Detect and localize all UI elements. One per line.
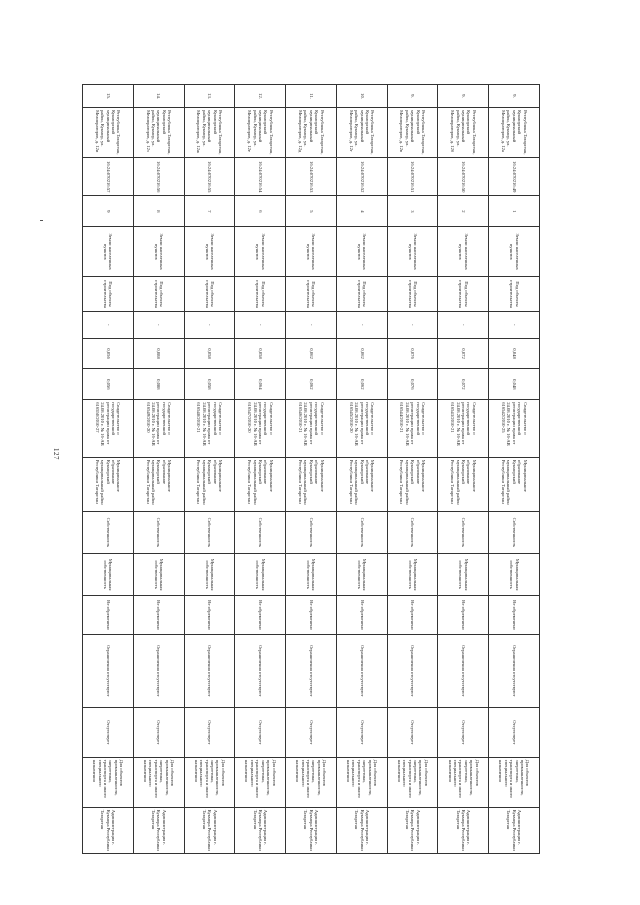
cell-num: 11. xyxy=(286,85,337,108)
cell-use: Под объекты строительства xyxy=(83,277,134,312)
cell-other: - xyxy=(336,311,387,338)
cell-holder: Муниципальное образование Кукморский муниципальный район Республики Татарстан xyxy=(438,457,489,511)
cell-reg-no: 2 xyxy=(438,196,489,227)
cell-purpose: Для объектов промышленности, энергетики, транспорта и иного специального назначения xyxy=(286,757,337,807)
cell-cadastral: 16:24:070216:54 xyxy=(235,158,286,196)
cell-form: Муниципальная собственность xyxy=(286,554,337,596)
cell-use: Под объекты строительства xyxy=(133,277,184,312)
cell-right: Собственность xyxy=(235,511,286,553)
cell-basis: Свидетельство о государственной регистрации права от 24.08.2010 г. № 16-АВ 616546/2010-21 xyxy=(286,400,337,458)
table-row xyxy=(133,85,184,854)
cell-area2: 0,062 xyxy=(336,369,387,400)
cell-status: Отсутствует xyxy=(387,707,438,757)
cell-holder: Муниципальное образование Кукморский муниципальный район Республики Татарстан xyxy=(489,457,540,511)
cell-holder: Муниципальное образование Кукморский муниципальный район Республики Татарстан xyxy=(184,457,235,511)
cell-holder: Муниципальное образование Кукморский муниципальный район Республики Татарстан xyxy=(235,457,286,511)
cell-reg-no: 7 xyxy=(184,196,235,227)
cell-use: Под объекты строительства xyxy=(438,277,489,312)
cell-restrictions: Ограничения отсутствуют xyxy=(184,634,235,707)
cell-status: Отсутствует xyxy=(336,707,387,757)
cell-form: Муниципальная собственность xyxy=(83,554,134,596)
cell-area1: 0,048 xyxy=(489,338,540,369)
page-number: 127 xyxy=(52,448,60,460)
cell-encumbrance: Не обременено xyxy=(83,596,134,634)
cell-area1: 0,072 xyxy=(438,338,489,369)
cell-address: Республика Татарстан, Кукморский муниципальный район, Кукмор, ул. Мелиораторов, д. 12г xyxy=(336,108,387,158)
cell-area1: 0,058 xyxy=(235,338,286,369)
cell-restrictions: Ограничения отсутствуют xyxy=(235,634,286,707)
cell-address: Республика Татарстан, Кукморский муниципальный район, Кукмор, ул. Мелиораторов, д. 12в xyxy=(387,108,438,158)
cell-address: Республика Татарстан, Кукморский муниципальный район, Кукмор, ул. Мелиораторов, д. 12б xyxy=(438,108,489,158)
cell-use: Под объекты строительства xyxy=(387,277,438,312)
cell-restrictions: Ограничения отсутствуют xyxy=(83,634,134,707)
cell-use: Под объекты строительства xyxy=(286,277,337,312)
cell-org: Администрация г. Кукмора Республики Татарстан xyxy=(235,807,286,853)
cell-area1: 0,076 xyxy=(387,338,438,369)
cell-org: Администрация г. Кукмора Республики Татарстан xyxy=(83,807,134,853)
cell-purpose: Для объектов промышленности, энергетики, транспорта и иного специального назначения xyxy=(83,757,134,807)
cell-purpose: Для объектов промышленности, энергетики, транспорта и иного специального назначения xyxy=(184,757,235,807)
cell-right: Собственность xyxy=(438,511,489,553)
scan-mark xyxy=(40,220,43,221)
cell-other: - xyxy=(184,311,235,338)
table-row xyxy=(286,85,337,854)
cell-encumbrance: Не обременено xyxy=(133,596,184,634)
cell-purpose: Для объектов промышленности, энергетики, транспорта и иного специального назначения xyxy=(336,757,387,807)
cell-reg-no: 4 xyxy=(336,196,387,227)
cell-num: 9. xyxy=(387,85,438,108)
cell-org: Администрация г. Кукмора Республики Татарстан xyxy=(336,807,387,853)
cell-form: Муниципальная собственность xyxy=(438,554,489,596)
cell-holder: Муниципальное образование Кукморский муниципальный район Республики Татарстан xyxy=(286,457,337,511)
cell-category: Земли населенных пунктов xyxy=(83,227,134,277)
cell-org: Администрация г. Кукмора Республики Татарстан xyxy=(438,807,489,853)
cell-purpose: Для объектов промышленности, энергетики, транспорта и иного специального назначения xyxy=(133,757,184,807)
cell-use: Под объекты строительства xyxy=(489,277,540,312)
cell-right: Собственность xyxy=(184,511,235,553)
cell-area1: 0,088 xyxy=(133,338,184,369)
cell-right: Собственность xyxy=(286,511,337,553)
cell-form: Муниципальная собственность xyxy=(336,554,387,596)
cell-holder: Муниципальное образование Кукморский муниципальный район Республики Татарстан xyxy=(336,457,387,511)
cell-category: Земли населенных пунктов xyxy=(133,227,184,277)
cell-form: Муниципальная собственность xyxy=(489,554,540,596)
cell-basis: Свидетельство о государственной регистрации права от 24.08.2010 г. № 16-АВ 616544/2010-21 xyxy=(387,400,438,458)
cell-num: 13. xyxy=(184,85,235,108)
cell-reg-no: 5 xyxy=(286,196,337,227)
cell-status: Отсутствует xyxy=(286,707,337,757)
cell-cadastral: 16:24:070216:50 xyxy=(438,158,489,196)
table-row xyxy=(83,85,134,854)
land-registry-table xyxy=(82,84,540,854)
cell-num: 10. xyxy=(336,85,387,108)
cell-area1: 0,058 xyxy=(184,338,235,369)
cell-encumbrance: Не обременено xyxy=(235,596,286,634)
cell-purpose: Для объектов промышленности, энергетики, транспорта и иного специального назначения xyxy=(235,757,286,807)
cell-right: Собственность xyxy=(489,511,540,553)
table-row xyxy=(184,85,235,854)
cell-address: Республика Татарстан, Кукморский муниципальный район, Кукмор, ул. Мелиораторов, д. 12и xyxy=(83,108,134,158)
cell-area1: 0,062 xyxy=(336,338,387,369)
cell-reg-no: 6 xyxy=(235,196,286,227)
cell-other: - xyxy=(489,311,540,338)
cell-cadastral: 16:24:070216:51 xyxy=(387,158,438,196)
cell-num: 12. xyxy=(235,85,286,108)
cell-cadastral: 16:24:070216:57 xyxy=(83,158,134,196)
cell-reg-no: 3 xyxy=(387,196,438,227)
cell-restrictions: Ограничения отсутствуют xyxy=(336,634,387,707)
cell-category: Земли населенных пунктов xyxy=(336,227,387,277)
cell-cadastral: 16:24:070216:53 xyxy=(286,158,337,196)
cell-right: Собственность xyxy=(83,511,134,553)
cell-category: Земли населенных пунктов xyxy=(286,227,337,277)
cell-org: Администрация г. Кукмора Республики Татарстан xyxy=(286,807,337,853)
cell-area2: 0,088 xyxy=(133,369,184,400)
cell-area2: 0,076 xyxy=(387,369,438,400)
table-row xyxy=(438,85,489,854)
cell-form: Муниципальная собственность xyxy=(184,554,235,596)
cell-org: Администрация г. Кукмора Республики Татарстан xyxy=(184,807,235,853)
cell-purpose: Для объектов промышленности, энергетики, транспорта и иного специального назначения xyxy=(489,757,540,807)
cell-right: Собственность xyxy=(336,511,387,553)
cell-org: Администрация г. Кукмора Республики Татарстан xyxy=(387,807,438,853)
cell-basis: Свидетельство о государственной регистрации права от 24.08.2010 г. № 16-АВ 616542/2010-25 xyxy=(489,400,540,458)
cell-restrictions: Ограничения отсутствуют xyxy=(489,634,540,707)
cell-restrictions: Ограничения отсутствуют xyxy=(286,634,337,707)
cell-other: - xyxy=(83,311,134,338)
document-sheet xyxy=(82,84,540,854)
cell-other: - xyxy=(235,311,286,338)
cell-area1: 0,062 xyxy=(286,338,337,369)
cell-status: Отсутствует xyxy=(133,707,184,757)
cell-num: 9. xyxy=(489,85,540,108)
cell-status: Отсутствует xyxy=(83,707,134,757)
cell-address: Республика Татарстан, Кукморский муниципальный район, Кукмор, ул. Мелиораторов, д. 12а xyxy=(489,108,540,158)
cell-encumbrance: Не обременено xyxy=(286,596,337,634)
cell-purpose: Для объектов промышленности, энергетики, транспорта и иного специального назначения xyxy=(387,757,438,807)
cell-cadastral: 16:24:070216:56 xyxy=(133,158,184,196)
cell-num: 15. xyxy=(83,85,134,108)
cell-area2: 0,056 xyxy=(83,369,134,400)
cell-cadastral: 16:24:070216:55 xyxy=(184,158,235,196)
cell-org: Администрация г. Кукмора Республики Татарстан xyxy=(489,807,540,853)
cell-restrictions: Ограничения отсутствуют xyxy=(438,634,489,707)
cell-encumbrance: Не обременено xyxy=(489,596,540,634)
cell-num: 14. xyxy=(133,85,184,108)
cell-restrictions: Ограничения отсутствуют xyxy=(387,634,438,707)
cell-basis: Свидетельство о государственной регистрации права от 24.08.2010 г. № 16-АВ 616547/2010-20 xyxy=(235,400,286,458)
cell-form: Муниципальная собственность xyxy=(387,554,438,596)
table-row xyxy=(489,85,540,854)
cell-basis: Свидетельство о государственной регистрации права от 24.08.2010 г. № 16-АВ 616545/2010-20 xyxy=(336,400,387,458)
cell-basis: Свидетельство о государственной регистрации права от 24.08.2010 г. № 16-АВ 616548/2010-21 xyxy=(184,400,235,458)
cell-restrictions: Ограничения отсутствуют xyxy=(133,634,184,707)
cell-use: Под объекты строительства xyxy=(235,277,286,312)
cell-basis: Свидетельство о государственной регистрации права от 24.08.2010 г. № 16-АВ 616549/2010-20 xyxy=(133,400,184,458)
cell-right: Собственность xyxy=(133,511,184,553)
cell-form: Муниципальная собственность xyxy=(133,554,184,596)
cell-status: Отсутствует xyxy=(489,707,540,757)
cell-address: Республика Татарстан, Кукморский муниципальный район, Кукмор, ул. Мелиораторов, д. 12е xyxy=(235,108,286,158)
cell-category: Земли населенных пунктов xyxy=(489,227,540,277)
cell-reg-no: 9 xyxy=(83,196,134,227)
table-body xyxy=(83,85,540,854)
cell-right: Собственность xyxy=(387,511,438,553)
cell-other: - xyxy=(438,311,489,338)
table-row xyxy=(336,85,387,854)
cell-holder: Муниципальное образование Кукморский муниципальный район Республики Татарстан xyxy=(387,457,438,511)
cell-use: Под объекты строительства xyxy=(184,277,235,312)
cell-reg-no: 1 xyxy=(489,196,540,227)
cell-area1: 0,056 xyxy=(83,338,134,369)
cell-other: - xyxy=(133,311,184,338)
cell-form: Муниципальная собственность xyxy=(235,554,286,596)
cell-address: Республика Татарстан, Кукморский муниципальный район, Кукмор, ул. Мелиораторов, д. 12ж xyxy=(184,108,235,158)
cell-status: Отсутствует xyxy=(235,707,286,757)
cell-status: Отсутствует xyxy=(438,707,489,757)
cell-address: Республика Татарстан, Кукморский муниципальный район, Кукмор, ул. Мелиораторов, д. 12д xyxy=(286,108,337,158)
cell-encumbrance: Не обременено xyxy=(336,596,387,634)
table-row xyxy=(235,85,286,854)
cell-encumbrance: Не обременено xyxy=(438,596,489,634)
table-row xyxy=(387,85,438,854)
cell-cadastral: 16:24:070216:49 xyxy=(489,158,540,196)
cell-other: - xyxy=(286,311,337,338)
cell-status: Отсутствует xyxy=(184,707,235,757)
cell-area2: 0,062 xyxy=(286,369,337,400)
cell-category: Земли населенных пунктов xyxy=(387,227,438,277)
cell-encumbrance: Не обременено xyxy=(387,596,438,634)
cell-encumbrance: Не обременено xyxy=(184,596,235,634)
cell-area2: 0,064 xyxy=(235,369,286,400)
cell-address: Республика Татарстан, Кукморский муниципальный район, Кукмор, ул. Мелиораторов, д. 12з xyxy=(133,108,184,158)
cell-holder: Муниципальное образование Кукморский муниципальный район Республики Татарстан xyxy=(83,457,134,511)
cell-area2: 0,058 xyxy=(184,369,235,400)
cell-other: - xyxy=(387,311,438,338)
cell-area2: 0,072 xyxy=(438,369,489,400)
cell-area2: 0,048 xyxy=(489,369,540,400)
cell-org: Администрация г. Кукмора Республики Татарстан xyxy=(133,807,184,853)
cell-category: Земли населенных пунктов xyxy=(438,227,489,277)
cell-category: Земли населенных пунктов xyxy=(235,227,286,277)
cell-use: Под объекты строительства xyxy=(336,277,387,312)
cell-num: 9. xyxy=(438,85,489,108)
cell-purpose: Для объектов промышленности, энергетики, транспорта и иного специального назначения xyxy=(438,757,489,807)
cell-basis: Свидетельство о государственной регистрации права от 24.08.2010 г. № 16-АВ 616550/2010-27 xyxy=(83,400,134,458)
cell-reg-no: 8 xyxy=(133,196,184,227)
cell-basis: Свидетельство о государственной регистрации права от 24.08.2010 г. № 16-АВ 616543/2010-21 xyxy=(438,400,489,458)
cell-holder: Муниципальное образование Кукморский муниципальный район Республики Татарстан xyxy=(133,457,184,511)
cell-category: Земли населенных пунктов xyxy=(184,227,235,277)
cell-cadastral: 16:24:070216:52 xyxy=(336,158,387,196)
